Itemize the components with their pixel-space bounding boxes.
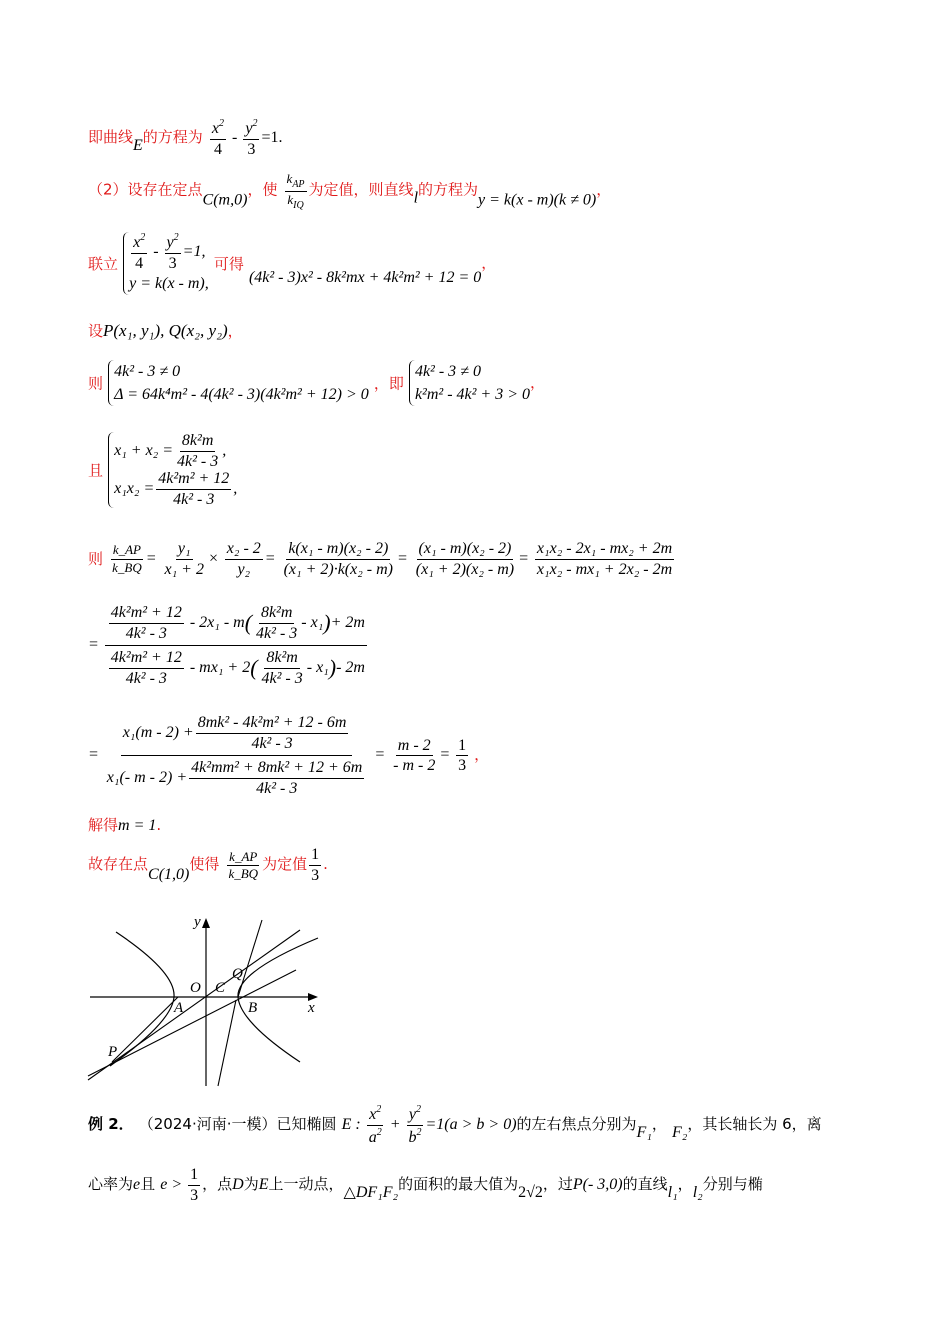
line-set-points: 设P(x₁, y₁), Q(x₂, y₂)， — [88, 321, 243, 340]
label-c: C — [215, 980, 226, 996]
line-assume-point: （2）设存在定点C(m,0)，使 $\frac{k_{AP}}{k_{IQ}}$ 为定值，则直线l的方程为y = k(x - m)(k ≠ 0)， — [88, 171, 612, 211]
point-c: C(m,0) — [202, 191, 248, 209]
label-p: P — [108, 1044, 118, 1060]
line-pq — [88, 930, 300, 1080]
example-title: 例 2． — [88, 1114, 134, 1133]
line-simplify: = x₁(m - 2) + $\frac{\text{8mk² - 4k²m² + 12 - 6m}}{\text{4k² - 3}}$ x₁(- m - 2) + $\frac{\text{4k²mm² + 8mk² + 12 + 6m}}{\text{4k² - 3}}$ = $\frac{m - 2}{- m - 2}$ = $\frac{1}{3}$ ， — [88, 714, 490, 797]
label-y: y — [194, 914, 201, 930]
ellipse-equation: E : $\frac{x^2}{a^2}$ + $\frac{y^2}{b^2}$ =1(a > b > 0) — [341, 1104, 517, 1146]
line-curve-equation: 即曲线E的方程为 $\frac{x^2}{4}$ - $\frac{y^2}{3}$ =1. — [88, 118, 283, 158]
text-prefix: 即曲线 — [88, 127, 134, 146]
label-o: O — [190, 980, 201, 996]
system-brace: $\frac{x^2}{4}$ - $\frac{y^2}{3}$ =1, y = k(x - m), — [123, 232, 209, 295]
label-b: B — [248, 1000, 258, 1016]
hyperbola-figure — [86, 910, 326, 1090]
line-b-down — [218, 1000, 236, 1086]
label-q: Q — [232, 966, 243, 982]
line-substitution: = $\frac{\text{4k²m² + 12}}{\text{4k² - 3}}$ - 2x₁ - m( $\frac{\text{8k²m}}{\text{4k² - 3}}$ - x₁)+ 2m $\frac{\text{4k²m² + 12}}{\text{4k² - 3}}$ - mx₁ + 2( $\frac{\text{8k²m}}{\text{4k² - 3}}$ - x₁)- 2m — [88, 604, 365, 687]
line-solve-m: 解得m = 1. — [88, 816, 162, 834]
label-x: x — [308, 1000, 315, 1016]
text-mid: 的方程为 — [142, 127, 203, 146]
line-equation: y = k(x - m)(k ≠ 0) — [478, 191, 597, 209]
quadratic-equation: (4k² - 3)x² - 8k²mx + 4k²m² + 12 = 0 — [248, 269, 482, 287]
example2-line1: 例 2． （2024·河南·一模）已知椭圆 E : $\frac{x^2}{a^2}$ + $\frac{y^2}{b^2}$ =1(a > b > 0)的左右焦点分别为F₁， F₂，其长轴长为 6，离 — [88, 1104, 822, 1146]
line-bq — [238, 920, 262, 997]
line-pa — [112, 997, 178, 1062]
label-a: A — [174, 1000, 184, 1016]
slope-ratio: $\frac{k_{AP}}{k_{IQ}}$ — [286, 171, 305, 211]
curve-name: E — [133, 136, 143, 154]
line-conclusion: 故存在点C(1,0)使得 $\frac{k\_AP}{k\_BQ}$ 为定值 $\frac{1}{3}$ . — [88, 846, 328, 884]
line-slope-ratio: 则 $\frac{k\_AP}{k\_BQ}$ = $\frac{\text{y₁}}{\text{x₁ + 2}}$ × $\frac{\text{x₂ - 2}}{\text{y₂}}$ = $\frac{\text{k(x₁ - m)(x₂ - 2)}}{\text{(x₁ + 2)·k(x₂ - m)}}$ = $\frac{\text{(x₁ - m)(x₂ - 2)}}{\text{(x₁ + 2)(x₂ - m)}}$ = $\frac{\text{x₁x₂ - 2x₁ - mx₂ + 2m}}{\text{x₁x₂ - mx₁ + 2x₂ - 2m}}$ — [88, 540, 673, 578]
y-axis-arrow — [202, 918, 210, 928]
line-vieta: 且 x₁ + x₂ = $\frac{\text{8k²m}}{\text{4k² - 3}}$ , x₁x₂ = $\frac{\text{4k²m² + 12}}{\text{4k² - 3}}$ , — [88, 432, 238, 508]
hyperbola-equation: $\frac{x^2}{4}$ - $\frac{y^2}{3}$ =1 — [211, 118, 279, 158]
line-simultaneous: 联立 $\frac{x^2}{4}$ - $\frac{y^2}{3}$ =1, y = k(x - m), 可得 (4k² - 3)x² - 8k²mx + 4k²m² + 12 = 0， — [88, 232, 496, 295]
example2-line2: 心率为e且 e > $\frac{1}{3}$ ，点D为E上一动点，△DF₁F₂的面积的最大值为2√2，过P(- 3,0)的直线l₁，l₂分别与椭 — [88, 1166, 763, 1204]
line-discriminant: 则 4k² - 3 ≠ 0 Δ = 64k⁴m² - 4(4k² - 3)(4k²m² + 12) > 0 ，即 4k² - 3 ≠ 0 k²m² - 4k² + 3 > 0 ， — [88, 360, 545, 406]
left-branch — [110, 932, 174, 1066]
